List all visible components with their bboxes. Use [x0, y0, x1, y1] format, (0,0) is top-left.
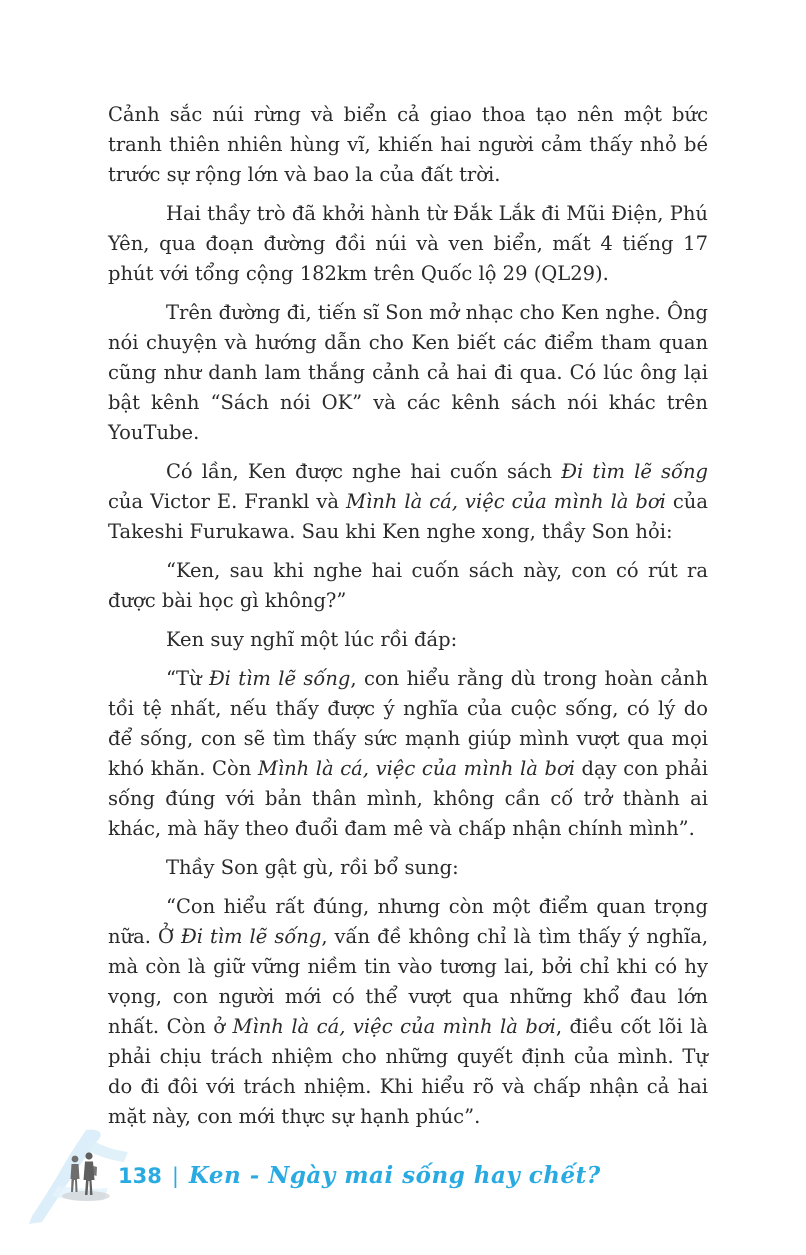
paragraph: Ken suy nghĩ một lúc rồi đáp: [166, 628, 458, 651]
person-right-silhouette [84, 1152, 98, 1195]
paragraph: Trên đường đi, tiến sĩ Son mở nhạc cho Ken nghe. Ông nói chuyện và hướng dẫn cho Ken biết các điểm tham quan cũng như danh lam thắng cảnh cả hai đi qua. Có lúc ông lại bật kênh “Sách nói OK” và các kênh sách nói khác trên YouTube. [108, 301, 708, 444]
footer-separator: | [171, 1164, 179, 1188]
paragraph: Cảnh sắc núi rừng và biển cả giao thoa tạo nên một bức tranh thiên nhiên hùng vĩ, khiến hai người cảm thấy nhỏ bé trước sự rộng lớn và bao la của đất trời. [108, 103, 708, 186]
watercolor-road-fork [86, 1140, 128, 1162]
page-number: 138 [118, 1164, 162, 1188]
paragraph: Hai thầy trò đã khởi hành từ Đắk Lắk đi Mũi Điện, Phú Yên, qua đoạn đường đồi núi và ven biển, mất 4 tiếng 17 phút với tổng cộng 182km trên Quốc lộ 29 (QL29). [108, 202, 708, 285]
paragraph: Thầy Son gật gù, rồi bổ sung: [166, 856, 459, 879]
book-title: Ken - Ngày mai sống hay chết? [188, 1162, 601, 1189]
footer-caption [118, 1162, 601, 1189]
paragraph: “Ken, sau khi nghe hai cuốn sách này, con có rút ra được bài học gì không?” [108, 559, 708, 612]
paragraph: “Con hiểu rất đúng, nhưng còn một điểm quan trọng nữa. Ở Đi tìm lẽ sống, vấn đề không chỉ là tìm thấy ý nghĩa, mà còn là giữ vững niềm tin vào tương lai, bởi chỉ khi có hy vọng, con người mới có thể vượt qua những khổ đau lớn nhất. Còn ở Mình là cá, việc của mình là bơi, điều cốt lõi là phải chịu trách nhiệm cho những quyết định của mình. Tự do đi đôi với trách nhiệm. Khi hiểu rõ và chấp nhận cả hai mặt này, con mới thực sự hạnh phúc”. [108, 895, 709, 1128]
paragraph: “Từ Đi tìm lẽ sống, con hiểu rằng dù trong hoàn cảnh tồi tệ nhất, nếu thấy được ý nghĩa của cuộc sống, có lý do để sống, con sẽ tìm thấy sức mạnh giúp mình vượt qua mọi khó khăn. Còn Mình là cá, việc của mình là bơi dạy con phải sống đúng với bản thân mình, không cần cố trở thành ai khác, mà hãy theo đuổi đam mê và chấp nhận chính mình”. [108, 667, 709, 840]
page-text [108, 100, 708, 1141]
paragraph: Có lần, Ken được nghe hai cuốn sách Đi tìm lẽ sống của Victor E. Frankl và Mình là cá, việc của mình là bơi của Takeshi Furukawa. Sau khi Ken nghe xong, thầy Son hỏi: [108, 460, 708, 543]
page-footer [0, 1120, 806, 1240]
